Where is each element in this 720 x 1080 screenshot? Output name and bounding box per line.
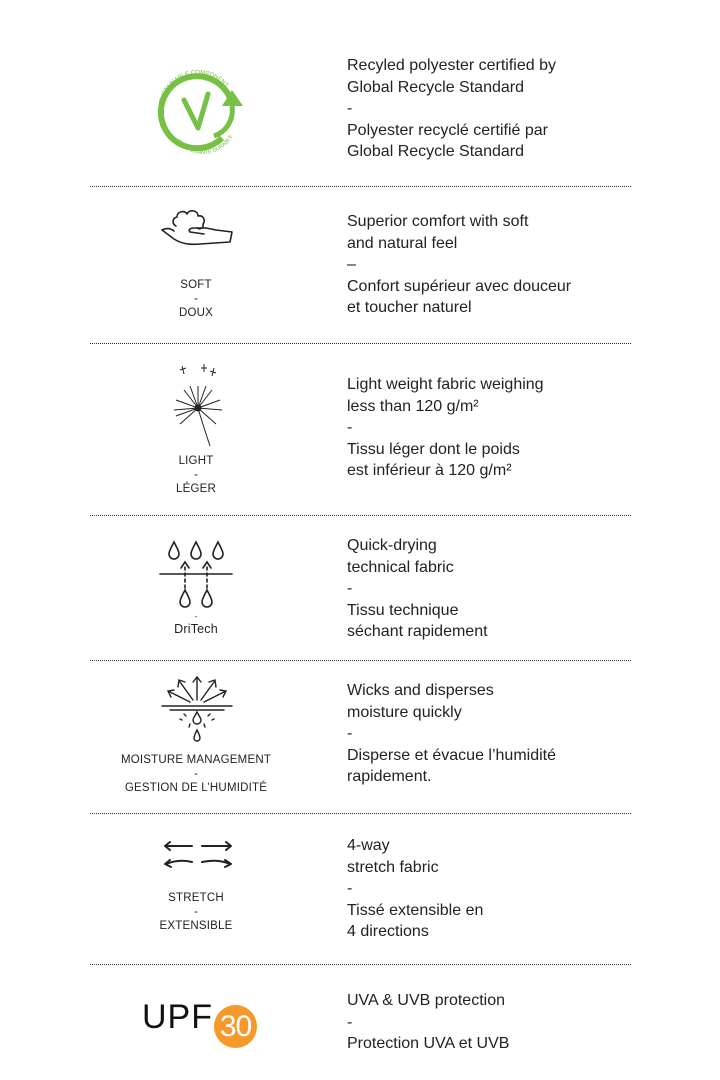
stretch-description: 4-way stretch fabric - Tissé extensible en 4 directions: [347, 837, 484, 940]
stretch-arrows-icon: [162, 838, 234, 872]
separator: [90, 964, 631, 965]
soft-description: Superior comfort with soft and natural feel – Confort supérieur avec douceur et toucher naturel: [347, 213, 572, 316]
moisture-description: Wicks and disperses moisture quickly - Disperse et évacue l’humidité rapidement.: [347, 682, 556, 785]
separator: [90, 343, 631, 344]
moisture-label: MOISTURE MANAGEMENT - GESTION DE L’HUMIDITÉ: [120, 754, 272, 794]
upf-description: UVA & UVB protection - Protection UVA et UVB: [347, 992, 510, 1052]
separator: [90, 813, 631, 814]
svg-text:SUSTAINABLE COMPONENT: SUSTAINABLE COMPONENT: [158, 69, 230, 104]
upf-30-logo: UPF 30: [142, 998, 257, 1048]
cloud-on-hand-icon: [160, 206, 234, 254]
separator: [90, 515, 631, 516]
water-drops-evaporation-icon: [158, 538, 234, 612]
recycled-component-badge-icon: [148, 60, 248, 160]
dandelion-icon: [170, 360, 226, 450]
moisture-dispersion-icon: [160, 672, 234, 744]
light-description: Light weight fabric weighing less than 120 g/m² - Tissu léger dont le poids est inférieur à 120 g/m²: [347, 376, 544, 479]
recycled-description: Recyled polyester certified by Global Recycle Standard - Polyester recyclé certifié par Global Recycle Standard: [347, 57, 556, 160]
upf-value-badge: 30: [214, 1005, 257, 1048]
dritech-description: Quick-drying technical fabric - Tissu technique séchant rapidement: [347, 537, 488, 640]
dritech-label: - DriTech: [174, 612, 218, 636]
separator: [90, 660, 631, 661]
stretch-label: STRETCH - EXTENSIBLE: [159, 892, 233, 932]
soft-label: SOFT - DOUX: [178, 279, 214, 319]
separator: [90, 186, 631, 187]
light-label: LIGHT - LÉGER: [176, 455, 216, 495]
svg-text:COMPOSANTE DURABLE: COMPOSANTE DURABLE: [175, 133, 235, 157]
